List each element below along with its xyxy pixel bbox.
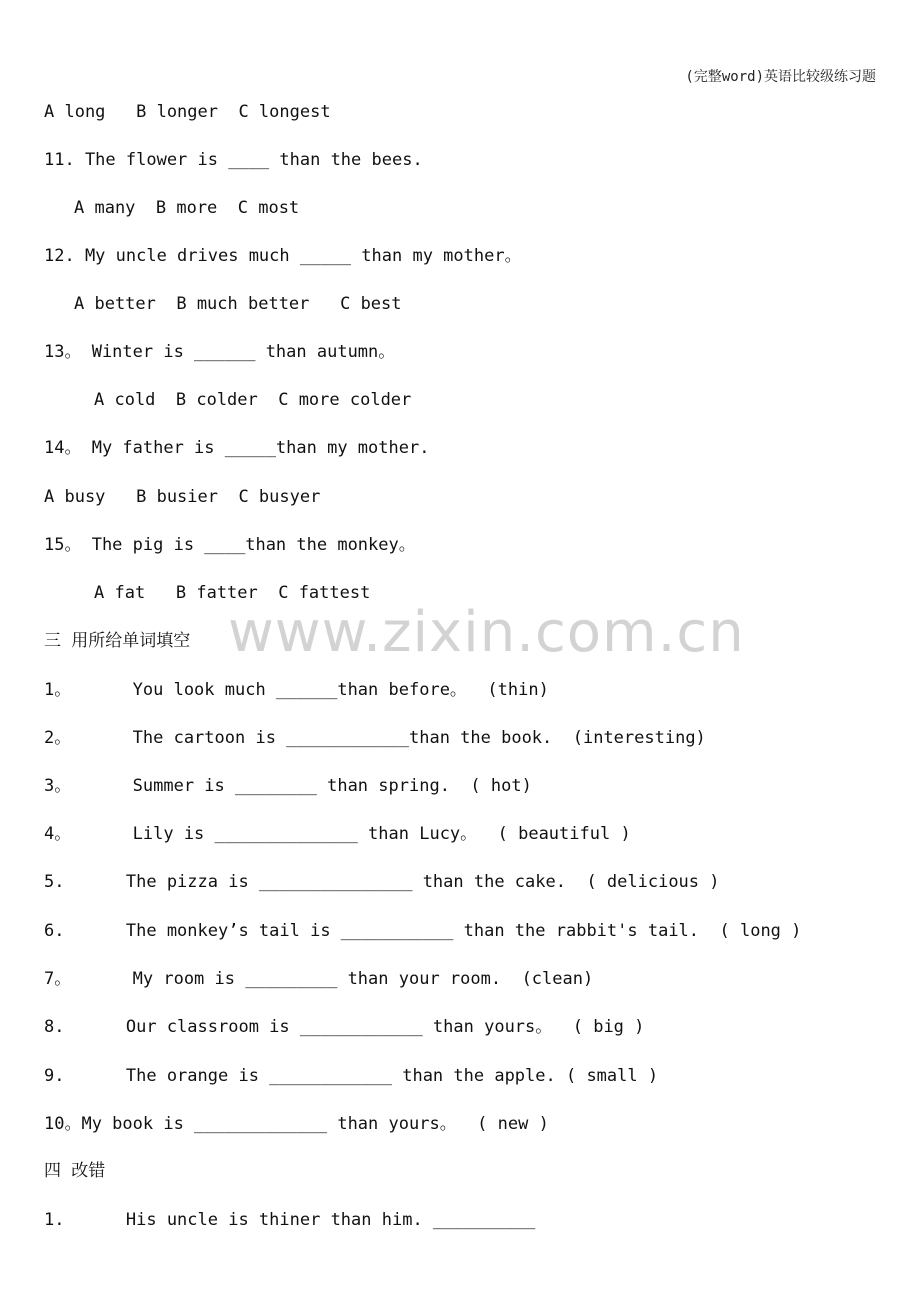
question-line: 15。 The pig is ____than the monkey。 xyxy=(44,535,416,555)
question-line: 14。 My father is _____than my mother. xyxy=(44,438,430,458)
fill-blank-item: 7。 My room is _________ than your room. (clean) xyxy=(44,969,594,989)
fill-blank-item: 6. The monkey’s tail is ___________ than the rabbit's tail. ( long ) xyxy=(44,921,802,941)
fill-blank-item: 8. Our classroom is ____________ than yours。 ( big ) xyxy=(44,1017,645,1037)
fill-blank-item: 5. The pizza is _______________ than the cake. ( delicious ) xyxy=(44,872,720,892)
section-heading: 三 用所给单词填空 xyxy=(44,631,191,651)
question-line: 13。 Winter is ______ than autumn。 xyxy=(44,342,396,362)
watermark: www.zixin.com.cn xyxy=(228,600,745,665)
fill-blank-item: 2。 The cartoon is ____________than the book. (interesting) xyxy=(44,728,706,748)
option-line: A long B longer C longest xyxy=(44,102,331,122)
fill-blank-item: 4。 Lily is ______________ than Lucy。 ( beautiful ) xyxy=(44,824,631,844)
fill-blank-item: 3。 Summer is ________ than spring. ( hot) xyxy=(44,776,532,796)
correction-item: 1. His uncle is thiner than him. __________ xyxy=(44,1210,536,1230)
option-line: A many B more C most xyxy=(74,198,300,218)
fill-blank-item: 10。My book is _____________ than yours。 ( new ) xyxy=(44,1114,549,1134)
section-heading: 四 改错 xyxy=(44,1161,106,1181)
option-line: A fat B fatter C fattest xyxy=(94,583,371,603)
document-header: (完整word)英语比较级练习题 xyxy=(685,69,876,85)
option-line: A cold B colder C more colder xyxy=(94,390,412,410)
question-line: 11. The flower is ____ than the bees. xyxy=(44,150,423,170)
question-line: 12. My uncle drives much _____ than my mother。 xyxy=(44,246,522,266)
fill-blank-item: 1。 You look much ______than before。 (thin) xyxy=(44,680,549,700)
option-line: A better B much better C best xyxy=(74,294,402,314)
fill-blank-item: 9. The orange is ____________ than the apple. ( small ) xyxy=(44,1066,659,1086)
option-line: A busy B busier C busyer xyxy=(44,487,321,507)
